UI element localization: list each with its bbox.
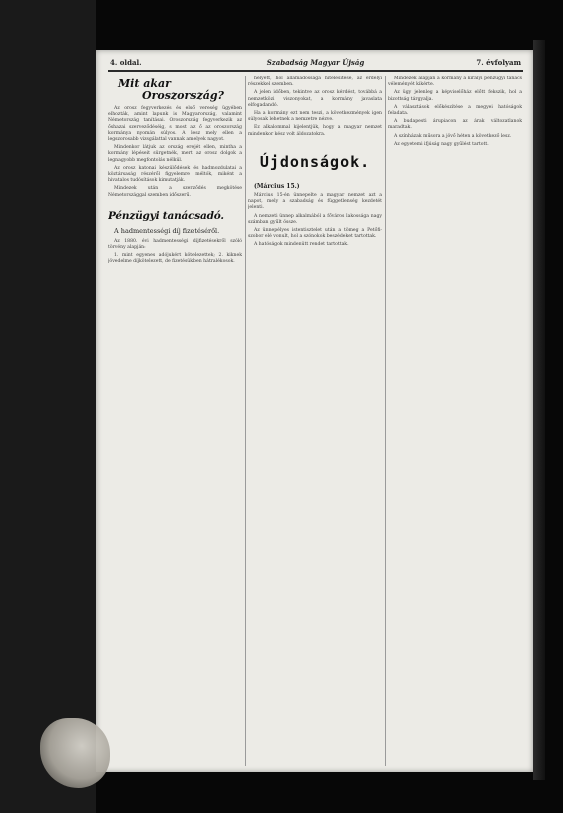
section-title: Pénzügyi tanácsadó. (108, 209, 224, 222)
column-1 (108, 76, 242, 766)
paragraph: Mindezek alapján a kormány a királyi pénzügyi tanács véleményét kikérte. (388, 76, 522, 88)
paragraph: Ez alkalommal kijelentjük, hogy a magyar nemzet mindenkor kész volt áldozatokra. (248, 125, 382, 137)
paragraph: Az orosz katonai készülődések és hadmozdulatai a köztársaság részéről figyelemre méltók, miként a hivatalos tudósítások kimutatják. (108, 165, 242, 184)
paragraph: 1. mint egyenes adójukért kötelezettek; 2. kiknek jövedelme díjkötelezett, de fizetésükben hátralékosok. (108, 253, 242, 265)
paragraph: A színházak műsora a jövő héten a következő lesz. (394, 133, 512, 139)
news-date: (Március 15.) (254, 182, 300, 190)
paragraph: Mindezek után a szerződés megkötése Németországgal szemben időszerű. (108, 186, 242, 198)
paragraph: Az 1880. évi hadmentességi díjfizetésekről szóló törvény alapján: (108, 238, 242, 251)
paragraph: Az ünnepélyes istentisztelet után a tömeg a Petőfi-szobor elé vonult, hol a szónokok beszédeket tartottak. (248, 228, 382, 240)
book-binding (533, 40, 545, 780)
paragraph: A nemzeti ünnep alkalmából a főváros lakossága nagy számban gyűlt össze. (248, 213, 382, 225)
section-subtitle: A hadmentességi díj fizetéséről. (114, 226, 220, 235)
paragraph: A hatóságok mindenütt rendet tartottak. (254, 242, 349, 248)
paragraph: Március 15-én ünnepelte a magyar nemzet azt a napot, mely a szabadság és függetlenség kezdetét jelenti. (248, 193, 382, 211)
paragraph: Mindenkor látjuk az ország erejét ellen, mintha a kormány lépéseit sürgetnék, mert az orosz dolgok a legnagyobb megfontolás nélkül. (108, 145, 242, 163)
scan-background (0, 0, 96, 813)
column-2 (248, 76, 382, 766)
paragraph: A jelen időben, tekintve az orosz kérdést, továbbá a nemzetközi viszonyokat, a kormány javaslata elfogadandó. (248, 90, 382, 108)
article-title-line1: Mit akar (118, 77, 171, 90)
page-number: 4. oldal. (110, 58, 142, 67)
column-rule (245, 76, 246, 766)
paragraph: Ha a kormány ezt nem teszi, a következmények igen súlyosak lehetnek a nemzetre nézve. (248, 111, 382, 123)
article-title-line2: Oroszország? (142, 89, 224, 102)
paragraph: helyett, hol államadóssága hitelesítése, az erdélyi részekkel szemben. (248, 76, 382, 88)
paragraph: A budapesti árupiacon az árak változatlanok maradtak. (388, 119, 522, 131)
newspaper-name: Szabadság Magyar Újság (266, 58, 365, 67)
issue-info: 7. évfolyam (476, 58, 521, 67)
newspaper-page (96, 50, 533, 772)
page-header (108, 56, 523, 72)
paragraph: Az orosz fegyverkezés és első vereség ügyében elhozták, amint lapunk is Magyarország, valamint Németország tanításai. Oroszország fegyverkezik az őshazai szerveződéséig, s most az ő az oroszország kormánya nyomán súlyos. A lesz mely ellen a legszorosabb vizsgálattal vannak amelyek nagyot. (108, 106, 242, 143)
paragraph: Az ügy jelenleg a képviselőház előtt fekszik, hol a bizottság tárgyalja. (388, 90, 522, 102)
news-section-title: Újdonságok. (259, 152, 371, 171)
paragraph: Az egyetemi ifjúság nagy gyűlést tartott. (394, 141, 489, 147)
paragraph: A választások előkészítése a megyei hatóságok feladata. (388, 104, 522, 117)
column-3 (388, 76, 522, 766)
column-rule (385, 76, 386, 766)
